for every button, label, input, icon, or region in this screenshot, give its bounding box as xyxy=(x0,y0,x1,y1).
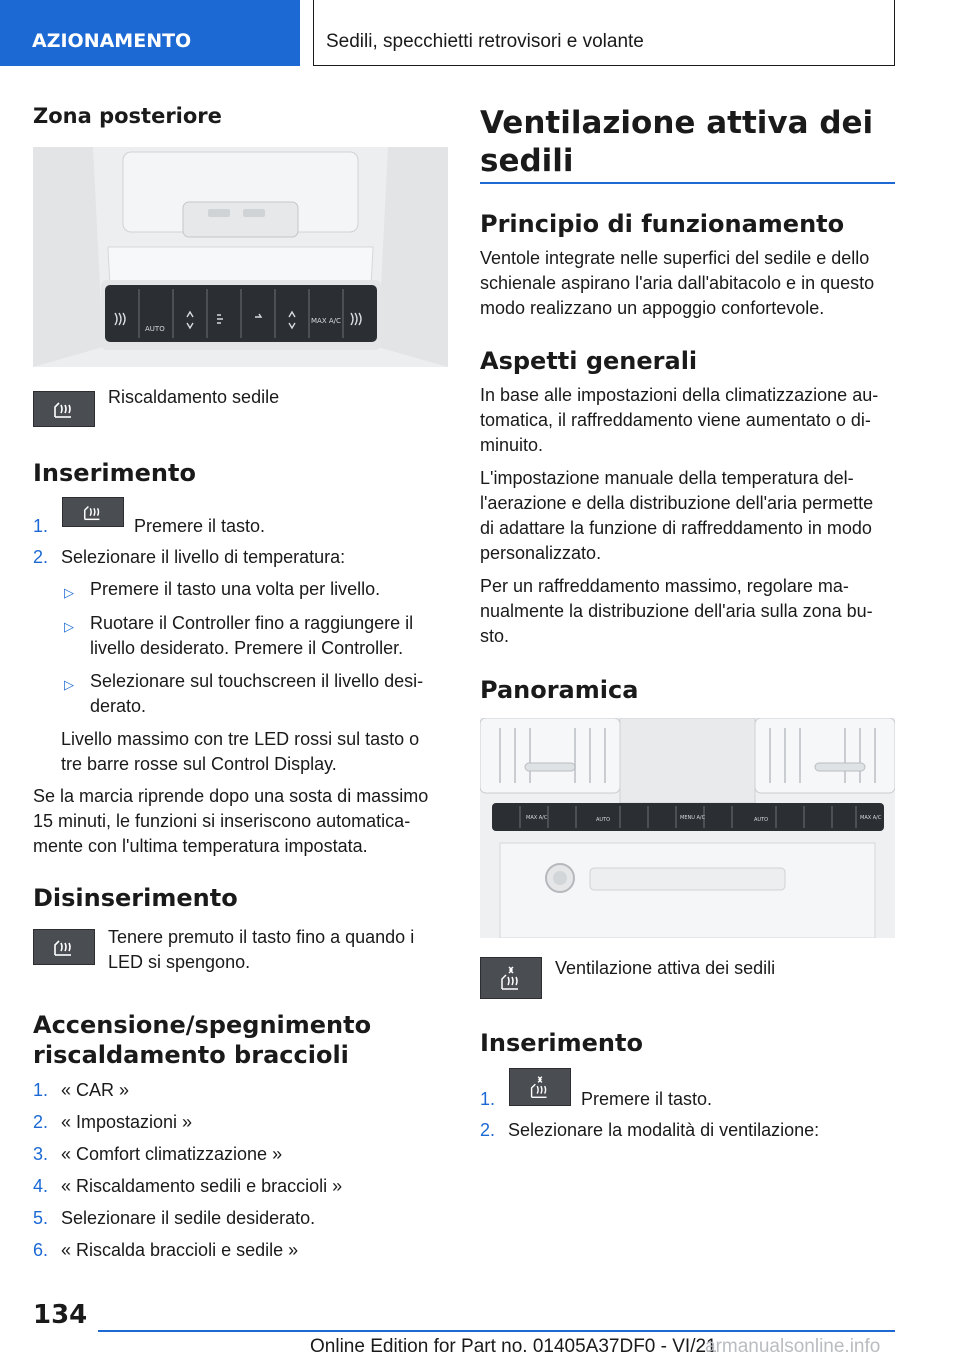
step-text: Selezionare il livello di temperatura: xyxy=(61,547,346,567)
seat-ventilation-icon xyxy=(480,957,542,999)
front-panel-label-max-ac: MAX A/C xyxy=(860,815,882,821)
step-text: Selezionare il sedile desiderato. xyxy=(61,1208,316,1228)
header-section-tab: AZIONAMENTO xyxy=(0,0,300,66)
bullet-triangle-icon: ▷ xyxy=(64,585,74,600)
paragraph-line: modo realizzano un appoggio confortevole. xyxy=(480,298,825,318)
aspetti-title: Aspetti generali xyxy=(480,347,698,375)
paragraph-line: minuito. xyxy=(480,435,544,455)
rear-climate-panel-photo xyxy=(33,147,448,367)
footer-watermark: armanualsonline.info xyxy=(705,1336,881,1357)
step-text: « CAR » xyxy=(61,1080,130,1100)
paragraph-line: L'impostazione manuale della temperatura del- xyxy=(480,468,854,488)
rear-panel-label-auto: AUTO xyxy=(145,325,165,333)
step-number: 5. xyxy=(33,1208,49,1228)
paragraph-line: Se la marcia riprende dopo una sosta di massimo xyxy=(33,786,429,806)
step-number: 1. xyxy=(480,1089,496,1109)
bullet-text: Premere il tasto una volta per livello. xyxy=(90,579,381,599)
paragraph-line: sto. xyxy=(480,626,510,646)
front-climate-panel-photo xyxy=(480,718,895,938)
disinserimento-text: Tenere premuto il tasto fino a quando i xyxy=(108,927,415,947)
step-number: 3. xyxy=(33,1144,49,1164)
bullet-triangle-icon: ▷ xyxy=(64,677,74,692)
step-number: 2. xyxy=(33,1112,49,1132)
step-text: Selezionare la modalità di ventilazione: xyxy=(508,1120,820,1140)
front-panel-label-max-ac: MAX A/C xyxy=(526,815,548,821)
step-number: 2. xyxy=(33,547,49,567)
paragraph-line: Ventole integrate nelle superfici del sedile e dello xyxy=(480,248,870,268)
step-number: 2. xyxy=(480,1120,496,1140)
braccioli-title: riscaldamento braccioli xyxy=(33,1041,349,1069)
title-underline xyxy=(480,182,895,184)
footer-rule xyxy=(98,1330,895,1332)
footer-edition: Online Edition for Part no. 01405A37DF0 - VI/21 xyxy=(310,1336,717,1357)
seat-ventilation-caption: Ventilazione attiva dei sedili xyxy=(555,958,776,978)
paragraph-line: l'aerazione e della distribuzione dell'aria permette xyxy=(480,493,874,513)
step-text: Premere il tasto. xyxy=(134,516,266,536)
disinserimento-text: LED si spengono. xyxy=(108,952,251,972)
paragraph-line: mente con l'ultima temperatura impostata. xyxy=(33,836,368,856)
header-chapter-title: Sedili, specchietti retrovisori e volante xyxy=(313,0,895,66)
disinserimento-title: Disinserimento xyxy=(33,884,238,912)
seat-ventilation-button-icon xyxy=(509,1068,571,1106)
inserimento-title-right: Inserimento xyxy=(480,1029,643,1057)
paragraph-line: 15 minuti, le funzioni si inseriscono automatica- xyxy=(33,811,411,831)
paragraph-line: nualmente la distribuzione dell'aria sulla zona bu- xyxy=(480,601,873,621)
principio-title: Principio di funzionamento xyxy=(480,210,845,238)
bullet-text: Ruotare il Controller fino a raggiungere il xyxy=(90,613,414,633)
front-panel-label-menu-ac: MENU A/C xyxy=(680,815,706,821)
max-level-note: Livello massimo con tre LED rossi sul tasto o xyxy=(61,729,420,749)
bullet-text: livello desiderato. Premere il Controller. xyxy=(90,638,404,658)
seat-heating-icon xyxy=(33,391,95,427)
seat-heating-caption: Riscaldamento sedile xyxy=(108,387,280,407)
bullet-triangle-icon: ▷ xyxy=(64,619,74,634)
paragraph-line: schienale aspirano l'aria dall'abitacolo e in questo xyxy=(480,273,875,293)
step-number: 6. xyxy=(33,1240,49,1260)
ventilazione-title: Ventilazione attiva dei xyxy=(480,105,874,141)
paragraph-line: In base alle impostazioni della climatizzazione au- xyxy=(480,385,879,405)
rear-panel-label-max-ac: MAX A/C xyxy=(311,317,341,325)
seat-heating-button-icon xyxy=(62,497,124,527)
bullet-text: Selezionare sul touchscreen il livello desi- xyxy=(90,671,424,691)
step-text: « Comfort climatizzazione » xyxy=(61,1144,283,1164)
page-number: 134 xyxy=(33,1300,88,1330)
step-text: Premere il tasto. xyxy=(581,1089,713,1109)
inserimento-title-left: Inserimento xyxy=(33,459,196,487)
paragraph-line: di adattare la funzione di raffreddamento in modo xyxy=(480,518,872,538)
step-text: « Impostazioni » xyxy=(61,1112,193,1132)
step-number: 1. xyxy=(33,516,49,536)
ventilazione-title: sedili xyxy=(480,143,574,179)
panoramica-title: Panoramica xyxy=(480,676,639,704)
max-level-note: tre barre rosse sul Control Display. xyxy=(61,754,337,774)
step-number: 4. xyxy=(33,1176,49,1196)
bullet-text: derato. xyxy=(90,696,147,716)
front-panel-label-auto: AUTO xyxy=(596,817,611,823)
paragraph-line: tomatica, il raffreddamento viene aumentato o di- xyxy=(480,410,871,430)
step-text: « Riscaldamento sedili e braccioli » xyxy=(61,1176,343,1196)
zona-posteriore-title: Zona posteriore xyxy=(33,104,222,128)
front-panel-label-auto: AUTO xyxy=(754,817,769,823)
step-number: 1. xyxy=(33,1080,49,1100)
step-text: « Riscalda braccioli e sedile » xyxy=(61,1240,299,1260)
braccioli-title: Accensione/spegnimento xyxy=(33,1011,372,1039)
paragraph-line: personalizzato. xyxy=(480,543,602,563)
paragraph-line: Per un raffreddamento massimo, regolare ma- xyxy=(480,576,849,596)
seat-heating-icon xyxy=(33,929,95,965)
